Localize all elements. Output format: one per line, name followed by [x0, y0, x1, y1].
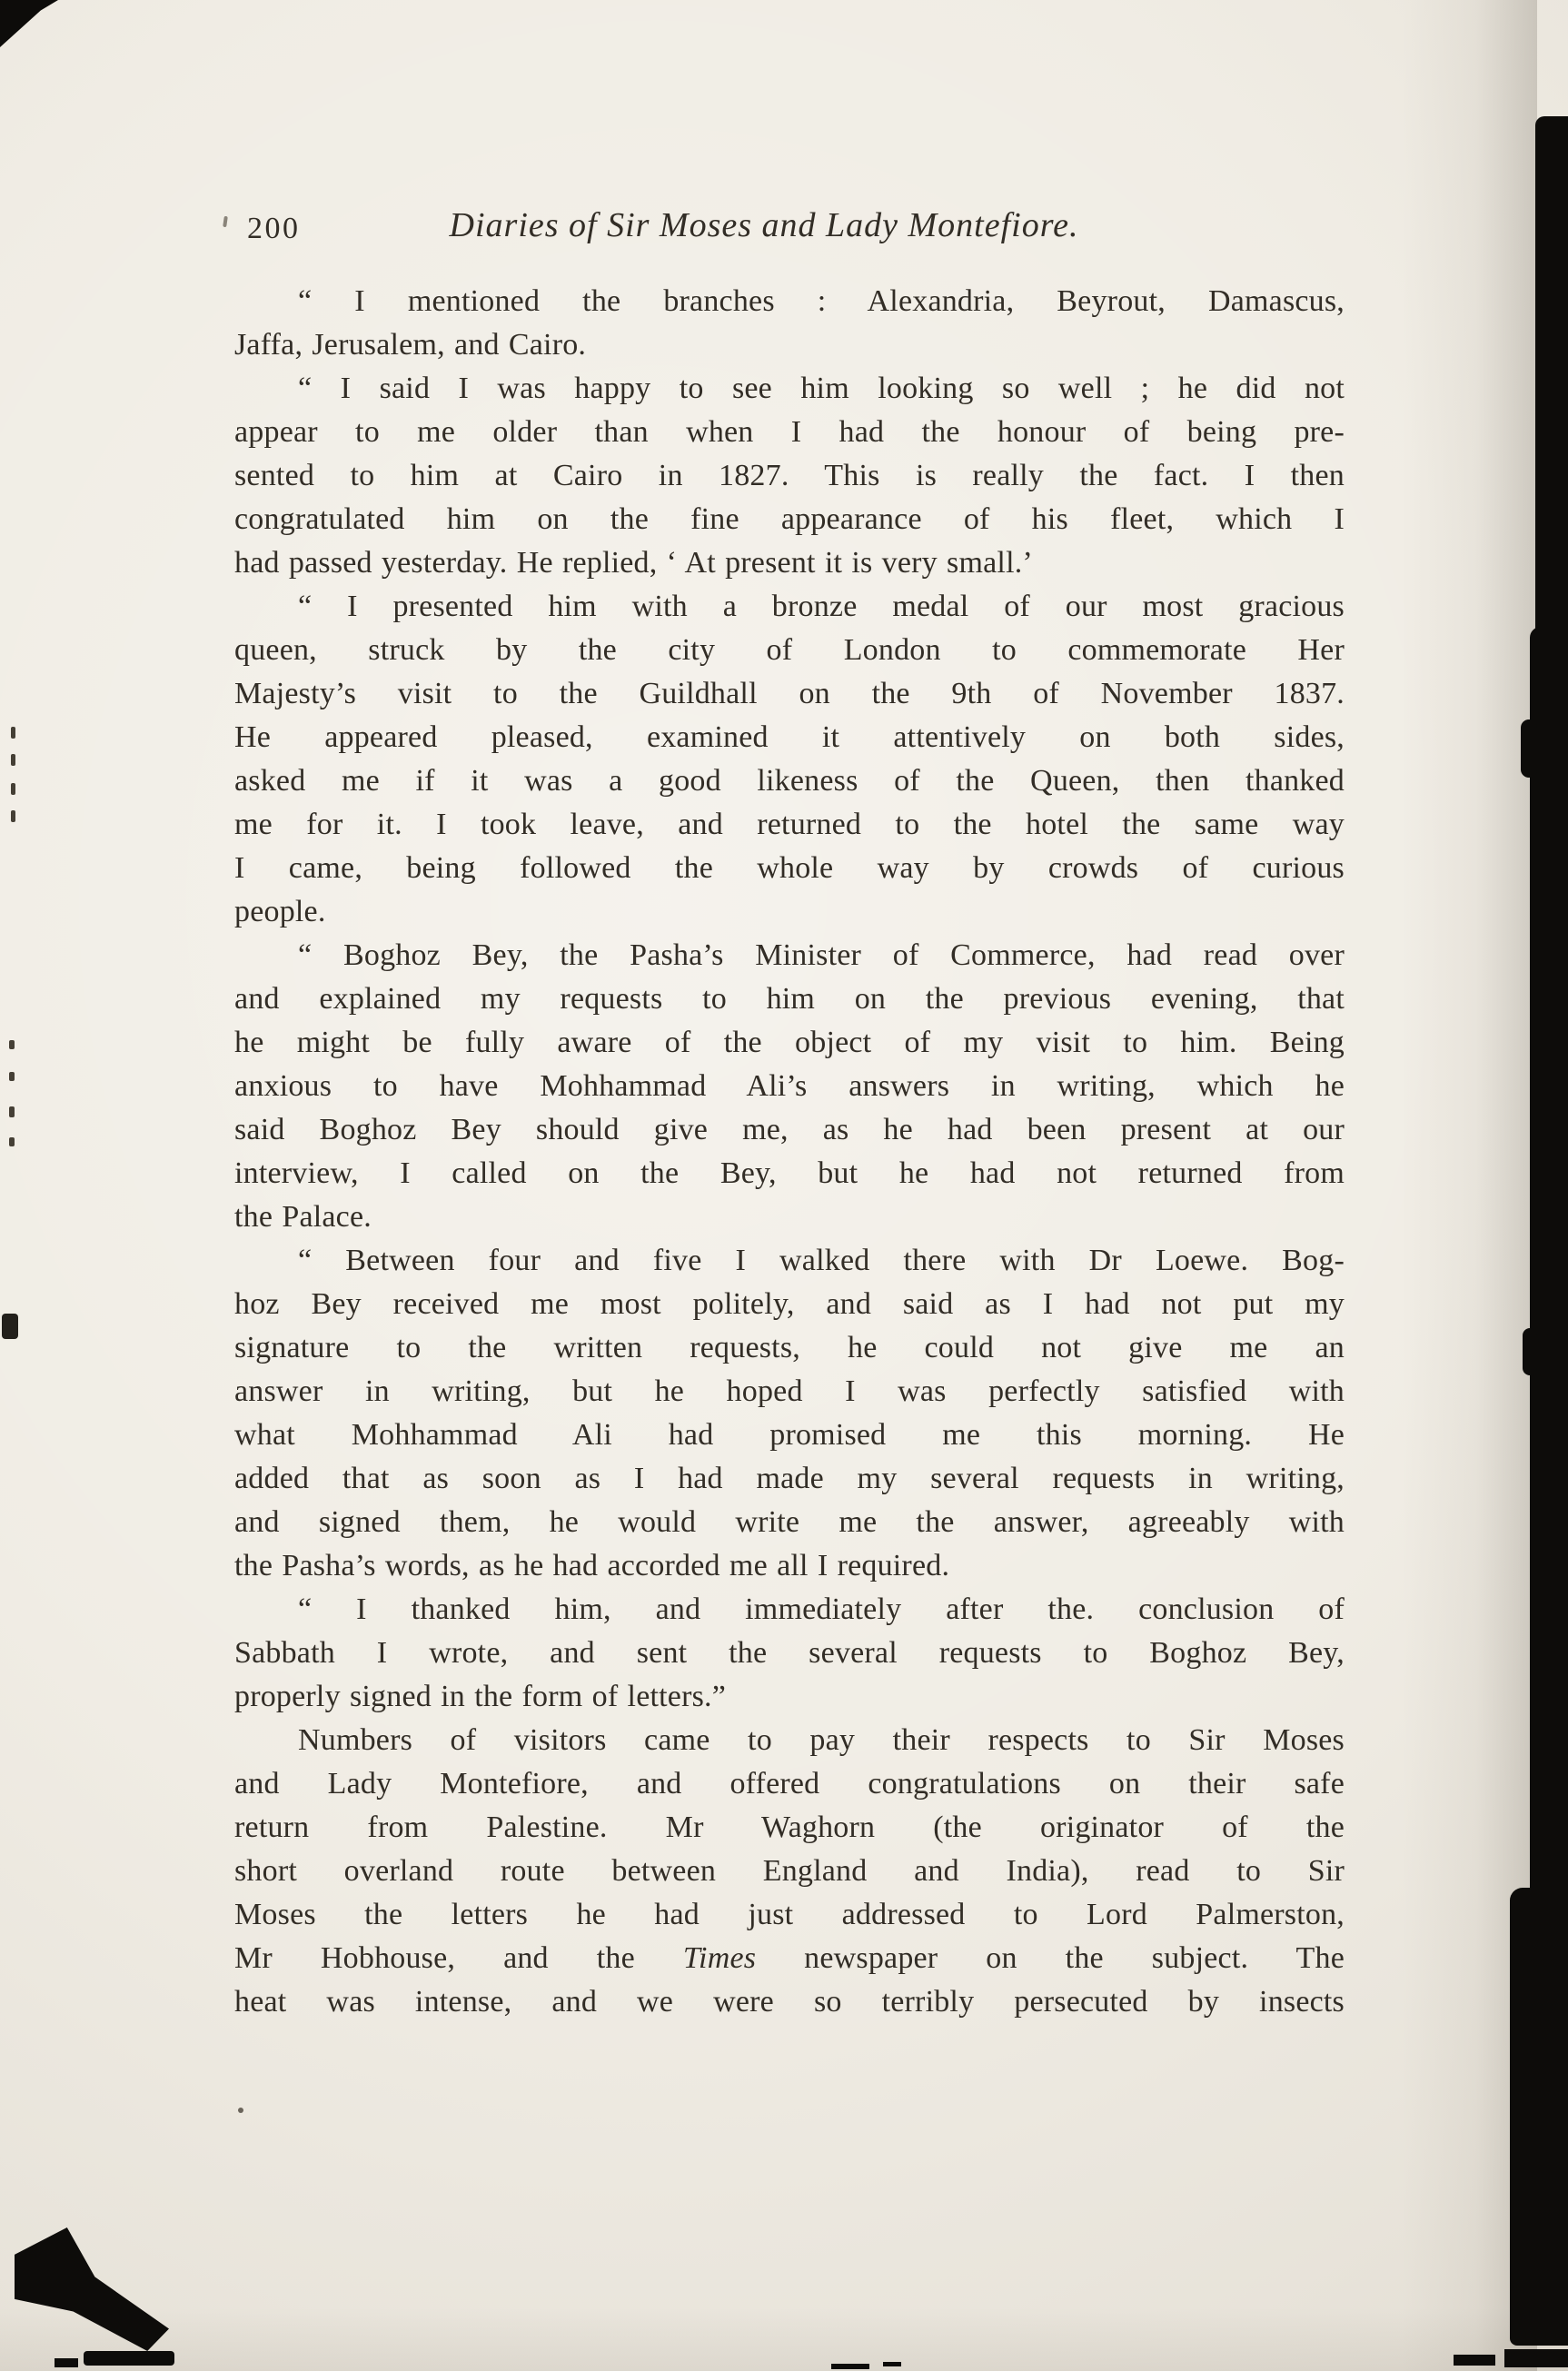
scan-speck [238, 2108, 243, 2113]
scan-artifact-right-band-bump-1 [1521, 719, 1537, 778]
text-segment: the Palace. [234, 1200, 372, 1234]
text-line [234, 890, 1345, 934]
text-segment: said Boghoz Bey should give me, as he had been present at our [234, 1113, 1345, 1146]
text-segment: had passed yesterday. He replied, ‘ At present it is very small.’ [234, 546, 1033, 580]
text-line [234, 280, 1345, 323]
text-segment: “ Boghoz Bey, the Pasha’s Minister of Commerce, had read over [298, 938, 1345, 972]
text-segment: Sabbath I wrote, and sent the several requests to Boghoz Bey, [234, 1636, 1345, 1670]
text-line [234, 803, 1345, 847]
text-segment: “ Between four and five I walked there with Dr Loewe. Bog- [298, 1244, 1345, 1277]
scan-artifact-bottom-mark-2 [55, 2358, 78, 2367]
paragraph [234, 1239, 1345, 1588]
paragraph [234, 280, 1345, 367]
text-segment: asked me if it was a good likeness of the Queen, then thanked [234, 764, 1345, 798]
text-line [234, 1980, 1345, 2024]
text-segment: queen, struck by the city of London to commemorate Her [234, 633, 1345, 667]
page-number: 200 [247, 212, 301, 245]
text-segment: and signed them, he would write me the answer, agreeably with [234, 1505, 1345, 1539]
scan-speck [9, 1072, 15, 1081]
text-line [234, 1544, 1345, 1588]
scan-speck [11, 810, 15, 822]
text-line [234, 1370, 1345, 1414]
paragraph [234, 585, 1345, 934]
text-line [234, 323, 1345, 367]
text-line [234, 1414, 1345, 1457]
text-segment: and explained my requests to him on the previous evening, that [234, 982, 1345, 1016]
text-segment: congratulated him on the fine appearance of his fleet, which I [234, 502, 1345, 536]
scan-speck [2, 1314, 18, 1339]
text-line [234, 1326, 1345, 1370]
text-segment: Moses the letters he had just addressed to Lord Palmerston, [234, 1898, 1345, 1931]
text-line [234, 672, 1345, 716]
text-line [234, 1719, 1345, 1762]
scan-artifact-right-band-bump-2 [1523, 1328, 1537, 1375]
scan-artifact-right-band-bottom [1510, 1888, 1568, 2346]
text-line [234, 1893, 1345, 1937]
text-line [234, 1937, 1345, 1980]
text-line [234, 1457, 1345, 1501]
text-line [234, 1108, 1345, 1152]
text-line [234, 847, 1345, 890]
text-line [234, 1501, 1345, 1544]
text-segment: signature to the written requests, he could not give me an [234, 1331, 1345, 1364]
text-segment: interview, I called on the Bey, but he had not returned from [234, 1156, 1345, 1190]
text-segment: “ I presented him with a bronze medal of our most gracious [298, 590, 1345, 623]
text-segment: people. [234, 895, 326, 928]
scan-speck [9, 1106, 15, 1117]
scan-speck [11, 754, 15, 766]
italic-text: Times [682, 1941, 757, 1975]
text-line [234, 498, 1345, 541]
text-line [234, 1675, 1345, 1719]
text-line [234, 1588, 1345, 1632]
text-line [234, 1762, 1345, 1806]
text-segment: “ I thanked him, and immediately after the. conclusion of [298, 1592, 1345, 1626]
text-line [234, 977, 1345, 1021]
scan-artifact-bottom-right-dash-2 [1504, 2349, 1568, 2367]
text-line [234, 585, 1345, 629]
scan-artifact-bottom-mark-3 [831, 2364, 869, 2369]
scan-speck [11, 727, 15, 739]
text-segment: me for it. I took leave, and returned to the hotel the same way [234, 808, 1345, 841]
text-line [234, 759, 1345, 803]
text-segment: “ I mentioned the branches : Alexandria, Beyrout, Damascus, [298, 284, 1345, 318]
paragraph [234, 934, 1345, 1239]
text-line [234, 1283, 1345, 1326]
text-segment: Mr Hobhouse, and the [234, 1941, 683, 1975]
text-line [234, 541, 1345, 585]
text-line [234, 1806, 1345, 1850]
text-segment: he might be fully aware of the object of my visit to him. Being [234, 1026, 1345, 1059]
scan-artifact-bottom-mark-4 [883, 2362, 901, 2366]
text-line [234, 1152, 1345, 1195]
text-segment: the Pasha’s words, as he had accorded me all I required. [234, 1549, 950, 1582]
text-segment: what Mohhammad Ali had promised me this morning. He [234, 1418, 1345, 1452]
text-line [234, 411, 1345, 454]
scan-shadow-bottom [0, 2307, 1568, 2371]
text-segment: sented to him at Cairo in 1827. This is really the fact. I then [234, 459, 1345, 492]
scan-artifact-bottom-mark-1 [84, 2351, 174, 2366]
text-line [234, 934, 1345, 977]
text-segment: short overland route between England and India), read to Sir [234, 1854, 1345, 1888]
text-segment: added that as soon as I had made my several requests in writing, [234, 1462, 1345, 1495]
text-line [234, 716, 1345, 759]
text-segment: anxious to have Mohhammad Ali’s answers in writing, which he [234, 1069, 1345, 1103]
text-line [234, 1195, 1345, 1239]
text-segment: Numbers of visitors came to pay their respects to Sir Moses [298, 1723, 1345, 1757]
scan-artifact-bottom-right-dash-1 [1454, 2355, 1495, 2366]
scan-speck [11, 783, 15, 795]
text-segment: Majesty’s visit to the Guildhall on the 9th of November 1837. [234, 677, 1345, 710]
text-line [234, 1850, 1345, 1893]
text-segment: Jaffa, Jerusalem, and Cairo. [234, 328, 587, 362]
text-segment: He appeared pleased, examined it attentively on both sides, [234, 720, 1345, 754]
text-line [234, 367, 1345, 411]
paragraph [234, 1719, 1345, 2024]
text-line [234, 454, 1345, 498]
text-segment: answer in writing, but he hoped I was perfectly satisfied with [234, 1374, 1345, 1408]
scan-artifact-right-band-top [1535, 116, 1568, 661]
page-title: Diaries of Sir Moses and Lady Montefiore. [449, 206, 1079, 244]
running-head [234, 205, 1345, 256]
scan-speck [9, 1137, 15, 1146]
text-segment: properly signed in the form of letters.” [234, 1680, 727, 1713]
scan-artifact-top-left-corner [0, 0, 58, 47]
text-line [234, 1632, 1345, 1675]
text-segment: newspaper on the subject. The [756, 1941, 1345, 1975]
paragraph [234, 1588, 1345, 1719]
text-segment: I came, being followed the whole way by crowds of curious [234, 851, 1345, 885]
text-block [234, 280, 1345, 2024]
text-line [234, 1021, 1345, 1065]
text-line [234, 1239, 1345, 1283]
text-segment: hoz Bey received me most politely, and said as I had not put my [234, 1287, 1345, 1321]
text-line [234, 1065, 1345, 1108]
text-line [234, 629, 1345, 672]
text-segment: appear to me older than when I had the honour of being pre- [234, 415, 1345, 449]
text-segment: and Lady Montefiore, and offered congratulations on their safe [234, 1767, 1345, 1801]
scan-artifact-right-band-middle [1530, 627, 1568, 1899]
scan-speck [9, 1040, 15, 1049]
text-segment: return from Palestine. Mr Waghorn (the originator of the [234, 1810, 1345, 1844]
scan-speck [223, 216, 228, 227]
paragraph [234, 367, 1345, 585]
text-segment: “ I said I was happy to see him looking so well ; he did not [298, 372, 1345, 405]
text-segment: heat was intense, and we were so terribly persecuted by insects [234, 1985, 1345, 2019]
